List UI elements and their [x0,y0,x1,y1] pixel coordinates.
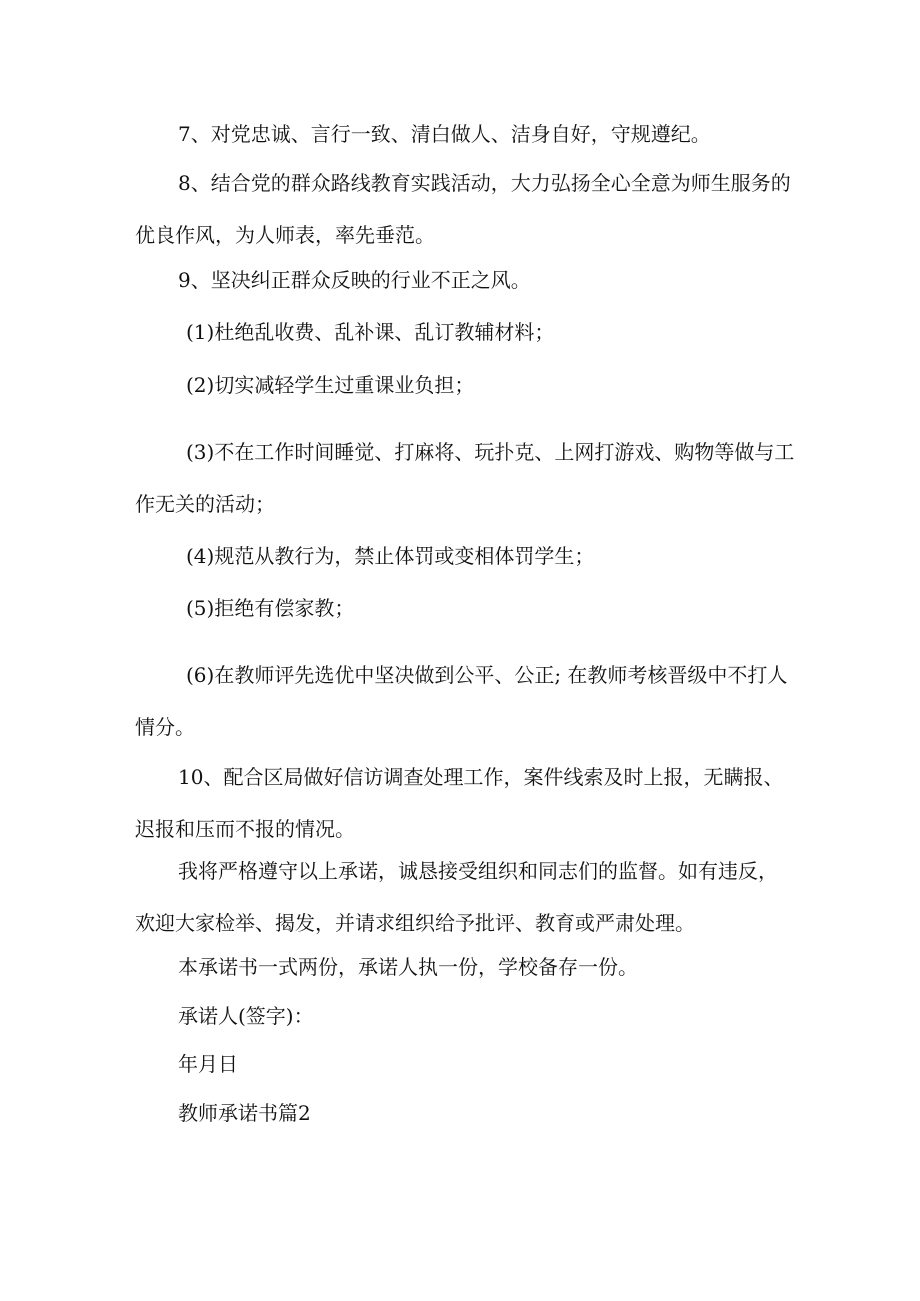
paragraph-item-7 [178,108,711,160]
paragraph-line: 我将严格遵守以上承诺，诚恳接受组织和同志们的监督。如有违反， [178,859,778,883]
paragraph-line: 作无关的活动； [135,492,275,516]
paragraph-line: 欢迎大家检举、揭发，并请求组织给予批评、教育或严肃处理。 [135,911,695,935]
signature-line [178,990,314,1042]
paragraph-item-9 [178,254,531,306]
paragraph-line: 9、坚决纠正群众反映的行业不正之风。 [178,268,531,292]
paragraph-line: 年月日 [178,1052,238,1076]
paragraph-line: (2)切实减轻学生过重课业负担； [186,373,475,397]
paragraph-subitem-6 [135,649,788,753]
paragraph-line: (3)不在工作时间睡觉、打麻将、玩扑克、上网打游戏、购物等做与工 [186,440,795,464]
paragraph-line: 迟报和压而不报的情况。 [135,817,355,841]
paragraph-line: 7、对党忠诚、言行一致、清白做人、洁身自好，守规遵纪。 [178,122,711,146]
paragraph-subitem-5 [186,582,354,634]
date-line [178,1038,238,1090]
paragraph-line: (4)规范从教行为，禁止体罚或变相体罚学生； [186,544,595,568]
paragraph-commitment [135,845,778,949]
paragraph-line: 情分。 [135,715,195,739]
paragraph-line: 教师承诺书篇2 [178,1101,311,1125]
paragraph-line: 承诺人(签字)： [178,1004,314,1028]
paragraph-subitem-3 [135,426,795,530]
paragraph-line: 本承诺书一式两份，承诺人执一份，学校备存一份。 [178,955,638,979]
paragraph-subitem-1 [186,306,554,358]
paragraph-line: (1)杜绝乱收费、乱补课、乱订教辅材料； [186,320,555,344]
paragraph-item-8 [135,157,791,261]
paragraph-subitem-4 [186,530,594,582]
paragraph-line: (5)拒绝有偿家教； [186,596,355,620]
paragraph-subitem-2 [186,359,474,411]
paragraph-line: 10、配合区局做好信访调查处理工作，案件线索及时上报，无瞒报、 [178,765,784,789]
paragraph-line: 优良作风，为人师表，率先垂范。 [135,223,435,247]
paragraph-line: 8、结合党的群众路线教育实践活动，大力弘扬全心全意为师生服务的 [178,171,791,195]
paragraph-item-10 [135,751,784,855]
section-heading [178,1087,311,1139]
paragraph-copies [178,941,638,993]
paragraph-line: (6)在教师评先选优中坚决做到公平、公正; 在教师考核晋级中不打人 [186,663,788,687]
